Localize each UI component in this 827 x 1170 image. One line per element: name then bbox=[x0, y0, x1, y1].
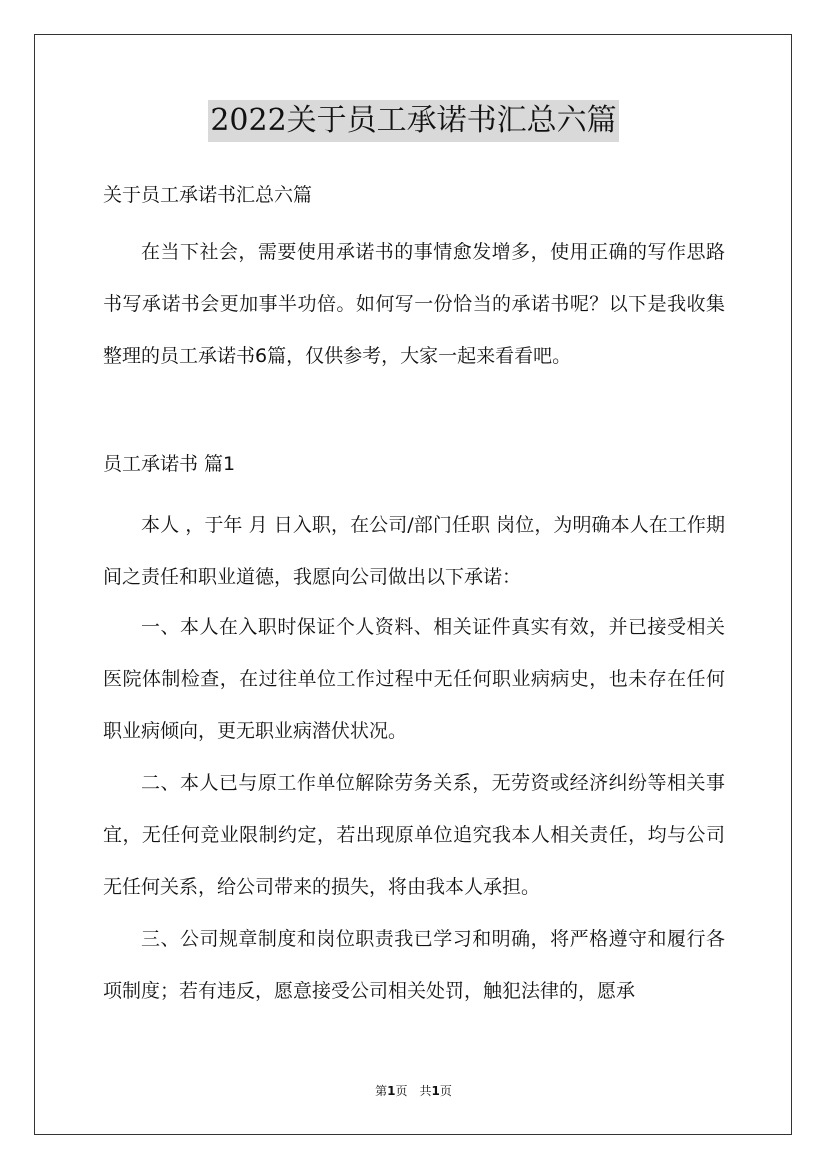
total-prefix: 共 bbox=[419, 1084, 432, 1098]
page-footer bbox=[0, 1082, 827, 1099]
title-container bbox=[0, 100, 827, 142]
document-title: 2022关于员工承诺书汇总六篇 bbox=[208, 100, 618, 142]
intro-paragraph: 在当下社会，需要使用承诺书的事情愈发增多，使用正确的写作思路书写承诺书会更加事半功倍。如何写一份恰当的承诺书呢？以下是我收集整理的员工承诺书6篇，仅供参考，大家一起来看看吧。 bbox=[103, 241, 725, 367]
section-heading: 员工承诺书 篇1 bbox=[103, 453, 236, 475]
paragraph-4: 三、公司规章制度和岗位职责我已学习和明确，将严格遵守和履行各项制度；若有违反，愿意接受公司相关处罚，触犯法律的，愿承 bbox=[103, 928, 725, 1002]
total-pages: 1 bbox=[431, 1084, 440, 1098]
document-subtitle: 关于员工承诺书汇总六篇 bbox=[103, 184, 313, 206]
page-prefix: 第 bbox=[375, 1084, 388, 1098]
paragraph-2: 一、本人在入职时保证个人资料、相关证件真实有效，并已接受相关医院体制检查，在过往单位工作过程中无任何职业病病史，也未存在任何职业病倾向，更无职业病潜伏状况。 bbox=[103, 616, 725, 742]
paragraph-1: 本人 ，于年 月 日入职，在公司/部门任职 岗位，为明确本人在工作期间之责任和职业道德，我愿向公司做出以下承诺： bbox=[103, 514, 725, 588]
total-suffix: 页 bbox=[439, 1084, 452, 1098]
paragraph-3: 二、本人已与原工作单位解除劳务关系，无劳资或经济纠纷等相关事宜，无任何竞业限制约定，若出现原单位追究我本人相关责任，均与公司无任何关系，给公司带来的损失，将由我本人承担。 bbox=[103, 772, 725, 898]
page-number: 1 bbox=[387, 1084, 396, 1098]
page-suffix: 页 bbox=[395, 1084, 408, 1098]
